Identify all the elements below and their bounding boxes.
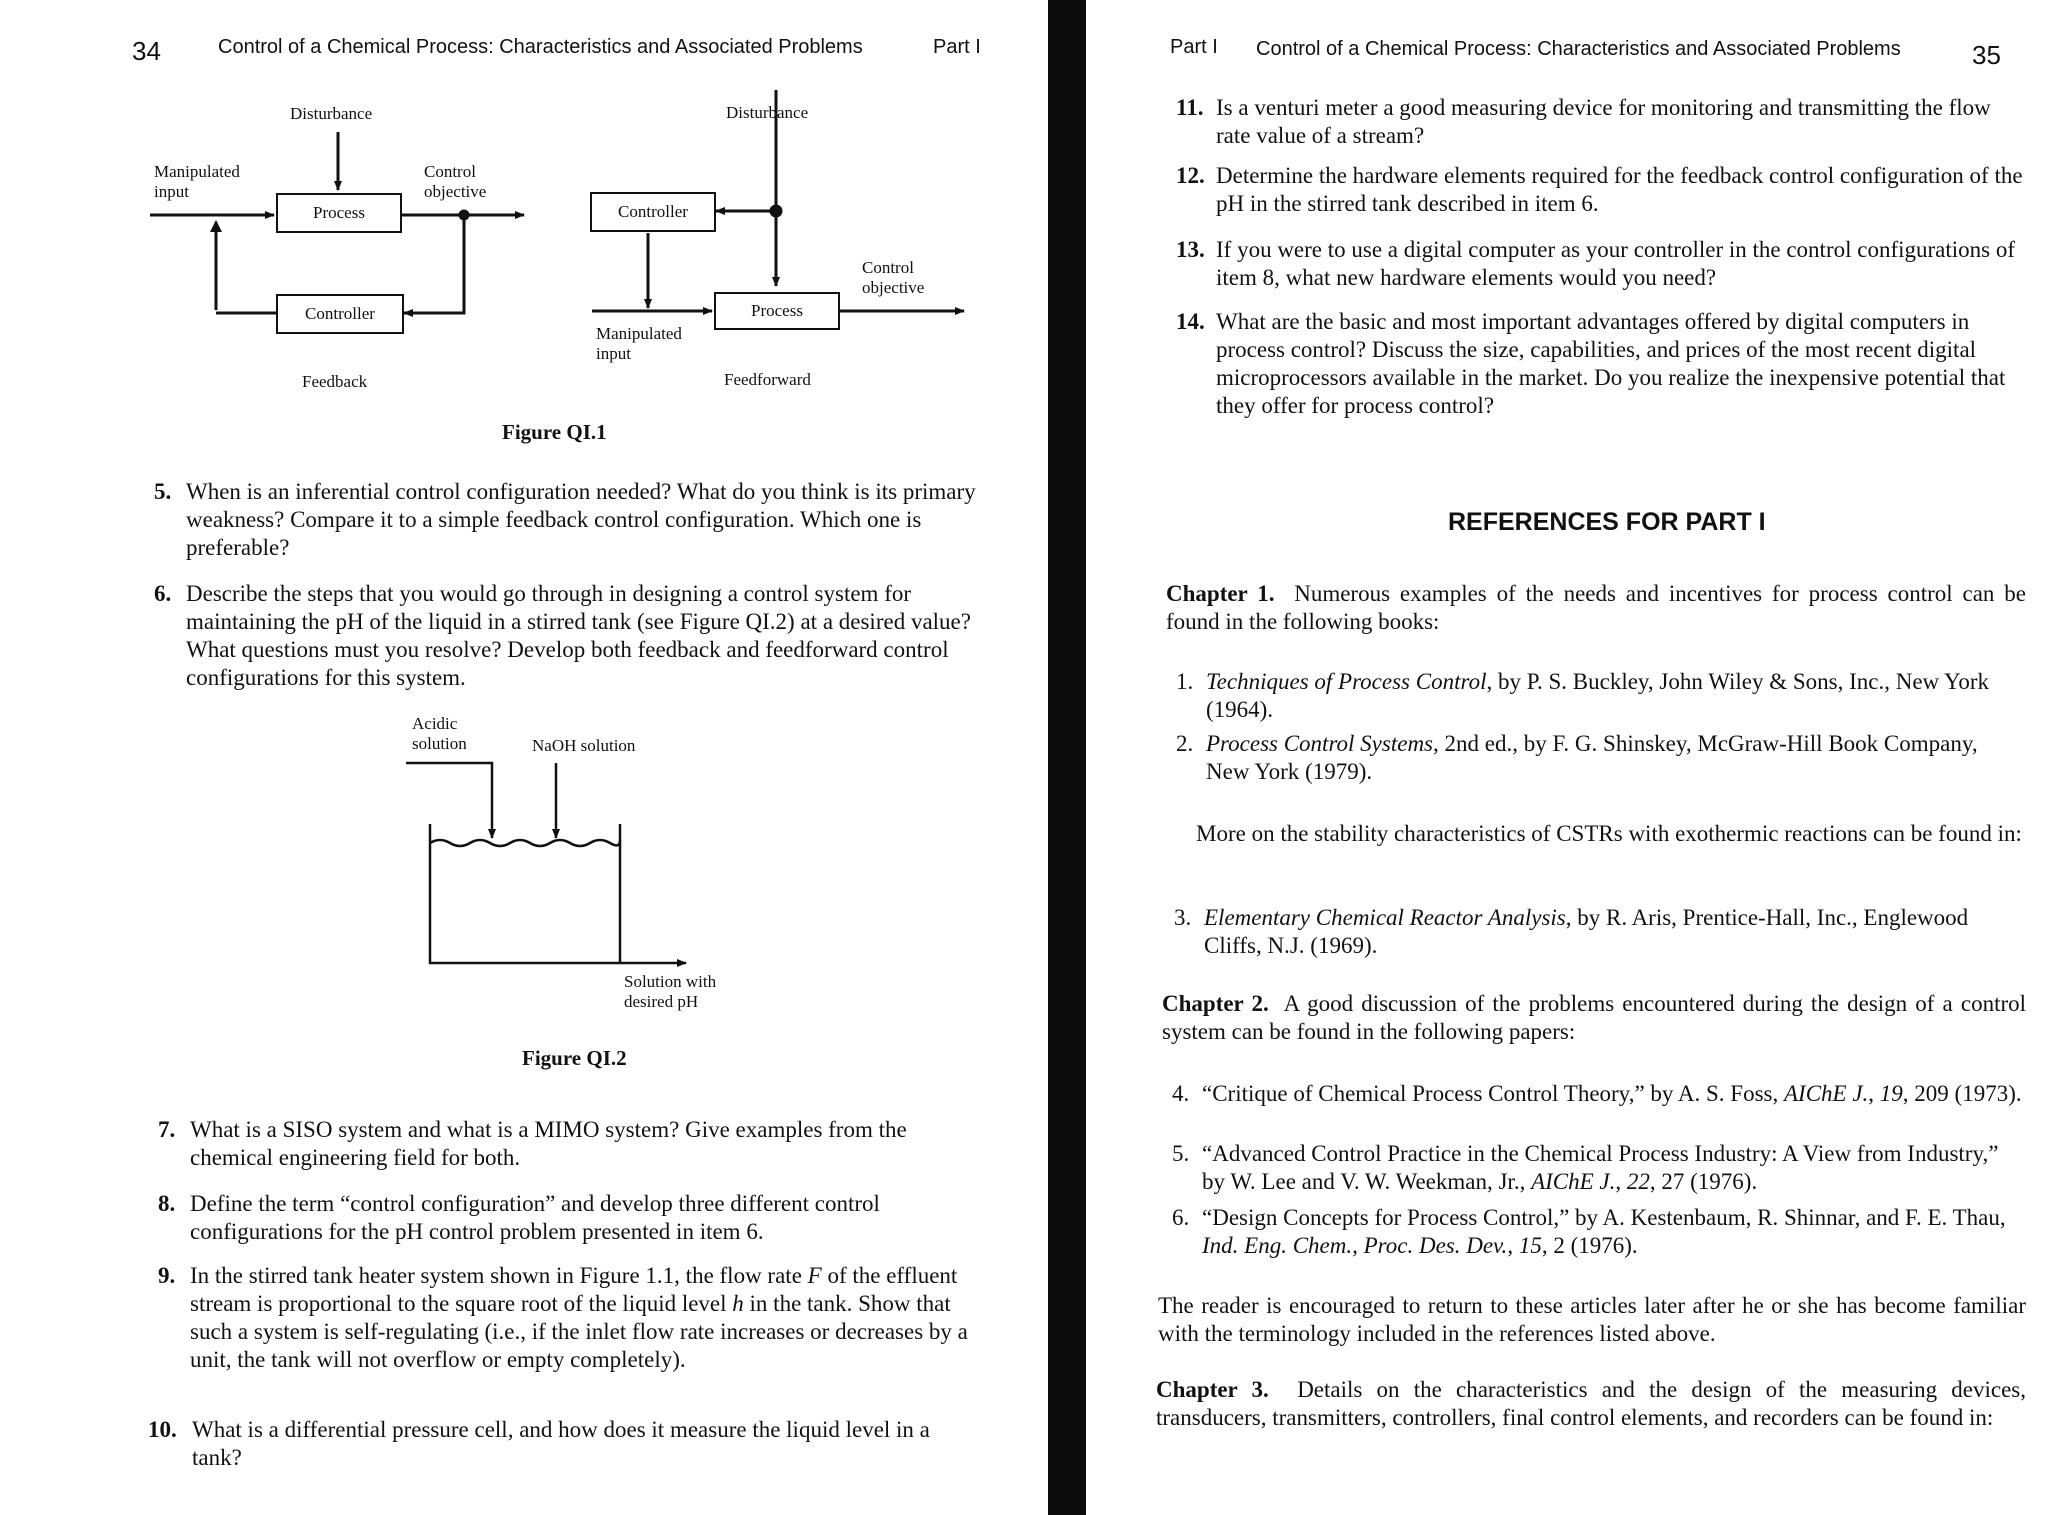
output-solution-label: Solution with desired pH (624, 972, 717, 1011)
reference-mid: , (1615, 1169, 1627, 1194)
stability-paragraph: More on the stability characteristics of CSTRs with exothermic reactions can be found in: (1196, 821, 2022, 846)
reference-details: , by R. Aris, Prentice-Hall, Inc., Englewood Cliffs, N.J. (1969). (1204, 905, 1969, 958)
reference-details: , 2nd ed., by F. G. Shinskey, McGraw-Hill Book Company, New York (1979). (1206, 731, 1978, 784)
question-number: 10. (148, 1417, 177, 1442)
figure-qi2-lines (0, 0, 1050, 1100)
question-12 (1176, 162, 2026, 218)
reference-title: Process Control Systems (1206, 731, 1434, 756)
figure-qi1-caption: Figure QI.1 (502, 420, 607, 444)
question-9 (158, 1262, 984, 1374)
fb-disturbance-label: Disturbance (290, 104, 373, 123)
chapter-2-intro (1162, 990, 2026, 1046)
fb-controller-box: Controller (276, 294, 404, 334)
question-text-b: of the effluent stream is proportional to the square root of the liquid level (190, 1263, 958, 1316)
question-text: Is a venturi meter a good measuring device for monitoring and transmitting the flow rate value of a stream? (1216, 95, 1991, 148)
variable-f: F (807, 1263, 822, 1288)
reference-5 (1172, 1140, 2026, 1196)
reference-title: Elementary Chemical Reactor Analysis (1204, 905, 1566, 930)
reference-pre: “Critique of Chemical Process Control Theory,” by A. S. Foss, (1202, 1081, 1784, 1106)
question-text: What are the basic and most important advantages offered by digital computers in process control? Discuss the size, capabilities, and prices of the most recent digital microprocessors available in the market. Do you realize the inexpensive potential that they offer for process control? (1216, 309, 2006, 418)
reference-journal: Ind. Eng. Chem., Proc. Des. Dev. (1202, 1233, 1508, 1258)
page-number-left: 34 (132, 36, 161, 66)
reference-number: 3. (1174, 905, 1192, 930)
reference-volume: 22 (1626, 1169, 1650, 1194)
chapter-label: Chapter 1. (1166, 581, 1275, 606)
question-number: 6. (154, 581, 172, 606)
question-text: Define the term “control configuration” and develop three different control configurations for the pH control problem presented in item 6. (190, 1191, 880, 1244)
reference-pre: “Design Concepts for Process Control,” by A. Kestenbaum, R. Shinnar, and F. E. Thau, (1202, 1205, 2006, 1230)
reference-title: Techniques of Process Control (1206, 669, 1487, 694)
reference-post: , 2 (1976). (1541, 1233, 1638, 1258)
question-text: If you were to use a digital computer as your controller in the control configurations of item 8, what new hardware elements would you need? (1216, 237, 2016, 290)
right-page (1086, 0, 2048, 1515)
question-11 (1176, 94, 2026, 150)
question-text-c: in the tank. Show that such a system is self-regulating (i.e., if the inlet flow rate increases or decreases by a unit, the tank will not overflow or empty completely). (190, 1291, 968, 1372)
chapter-text: Details on the characteristics and the design of the measuring devices, transducers, transmitters, controllers, final control elements, and recorders can be found in: (1156, 1377, 2027, 1430)
reference-volume: 19 (1879, 1081, 1903, 1106)
reference-pre: “Advanced Control Practice in the Chemical Process Industry: A View from Industry,” by W. Lee and V. W. Weekman, Jr., (1202, 1141, 1999, 1194)
ff-disturbance-label: Disturbance (726, 103, 809, 122)
question-number: 11. (1176, 95, 1204, 120)
chapter-text: A good discussion of the problems encountered during the design of a control system can be found in the following papers: (1162, 991, 2027, 1044)
question-number: 12. (1176, 163, 1205, 188)
running-title-right: Control of a Chemical Process: Characteristics and Associated Problems (1256, 38, 1901, 60)
question-8 (158, 1190, 984, 1246)
reference-journal: AIChE J. (1531, 1169, 1616, 1194)
reference-6 (1172, 1204, 2026, 1260)
reader-paragraph: The reader is encouraged to return to these articles later after he or she has become familiar with the terminology included in the references listed above. (1158, 1293, 2026, 1346)
question-number: 14. (1176, 309, 1205, 334)
fb-process-box: Process (276, 193, 402, 233)
book-spine (1048, 0, 1086, 1515)
reference-post: , 209 (1973). (1902, 1081, 2022, 1106)
page-number-right: 35 (1972, 40, 2001, 70)
variable-h: h (732, 1291, 744, 1316)
question-number: 13. (1176, 237, 1205, 262)
reference-journal: AIChE J. (1783, 1081, 1869, 1106)
ff-process-box: Process (714, 292, 840, 330)
question-number: 7. (158, 1117, 176, 1142)
question-text: When is an inferential control configuration needed? What do you think is its primary weakness? Compare it to a simple feedback control configuration. Which one is preferable? (186, 479, 976, 560)
acidic-solution-label: Acidic solution (412, 714, 467, 753)
question-number: 9. (158, 1263, 176, 1288)
ff-manipulated-input-label: Manipulated input (596, 324, 682, 363)
references-heading: REFERENCES FOR PART I (1448, 508, 1766, 536)
chapter-label: Chapter 3. (1156, 1377, 1269, 1402)
reference-number: 4. (1172, 1081, 1190, 1106)
fb-manipulated-input-label: Manipulated input (154, 162, 240, 201)
reference-number: 2. (1176, 731, 1194, 756)
reference-mid: , (1868, 1081, 1880, 1106)
question-text: Determine the hardware elements required for the feedback control configuration of the pH in the stirred tank described in item 6. (1216, 163, 2023, 216)
ff-caption: Feedforward (724, 370, 811, 389)
chapter-1-intro (1166, 580, 2026, 636)
reference-details: , by P. S. Buckley, John Wiley & Sons, Inc., New York (1964). (1206, 669, 1990, 722)
chapter-text: Numerous examples of the needs and incentives for process control can be found in the following books: (1166, 581, 2027, 634)
question-7 (158, 1116, 984, 1172)
question-14 (1176, 308, 2026, 420)
reference-2 (1176, 730, 2026, 786)
question-text: Describe the steps that you would go through in designing a control system for maintaining the pH of the liquid in a stirred tank (see Figure QI.2) at a desired value? What questions must you resolve? Develop both feedback and feedforward control configurations for this system. (186, 581, 971, 690)
naoh-solution-label: NaOH solution (532, 736, 636, 755)
reference-mid: , (1507, 1233, 1519, 1258)
reference-4 (1172, 1080, 2026, 1108)
question-number: 5. (154, 479, 172, 504)
ff-controller-box: Controller (590, 192, 716, 232)
chapter-label: Chapter 2. (1162, 991, 1269, 1016)
ff-control-objective-label: Control objective (862, 258, 925, 297)
part-label-left: Part I (933, 36, 981, 58)
reference-number: 5. (1172, 1141, 1190, 1166)
question-text: What is a SISO system and what is a MIMO system? Give examples from the chemical engineering field for both. (190, 1117, 907, 1170)
question-13 (1176, 236, 2026, 292)
running-title-left: Control of a Chemical Process: Characteristics and Associated Problems (218, 36, 863, 58)
reference-number: 6. (1172, 1205, 1190, 1230)
reference-volume: 15 (1518, 1233, 1542, 1258)
fb-caption: Feedback (302, 372, 368, 391)
chapter-3-intro (1156, 1376, 2026, 1432)
reference-number: 1. (1176, 669, 1194, 694)
reference-3 (1174, 904, 2026, 960)
part-label-right: Part I (1170, 36, 1218, 58)
question-text: What is a differential pressure cell, and how does it measure the liquid level in a tank? (192, 1417, 930, 1470)
question-text-a: In the stirred tank heater system shown in Figure 1.1, the flow rate (190, 1263, 808, 1288)
figure-qi2-caption: Figure QI.2 (522, 1046, 627, 1070)
reference-post: , 27 (1976). (1649, 1169, 1758, 1194)
fb-control-objective-label: Control objective (424, 162, 487, 201)
question-number: 8. (158, 1191, 176, 1216)
question-10 (148, 1416, 984, 1472)
reference-1 (1176, 668, 2026, 724)
